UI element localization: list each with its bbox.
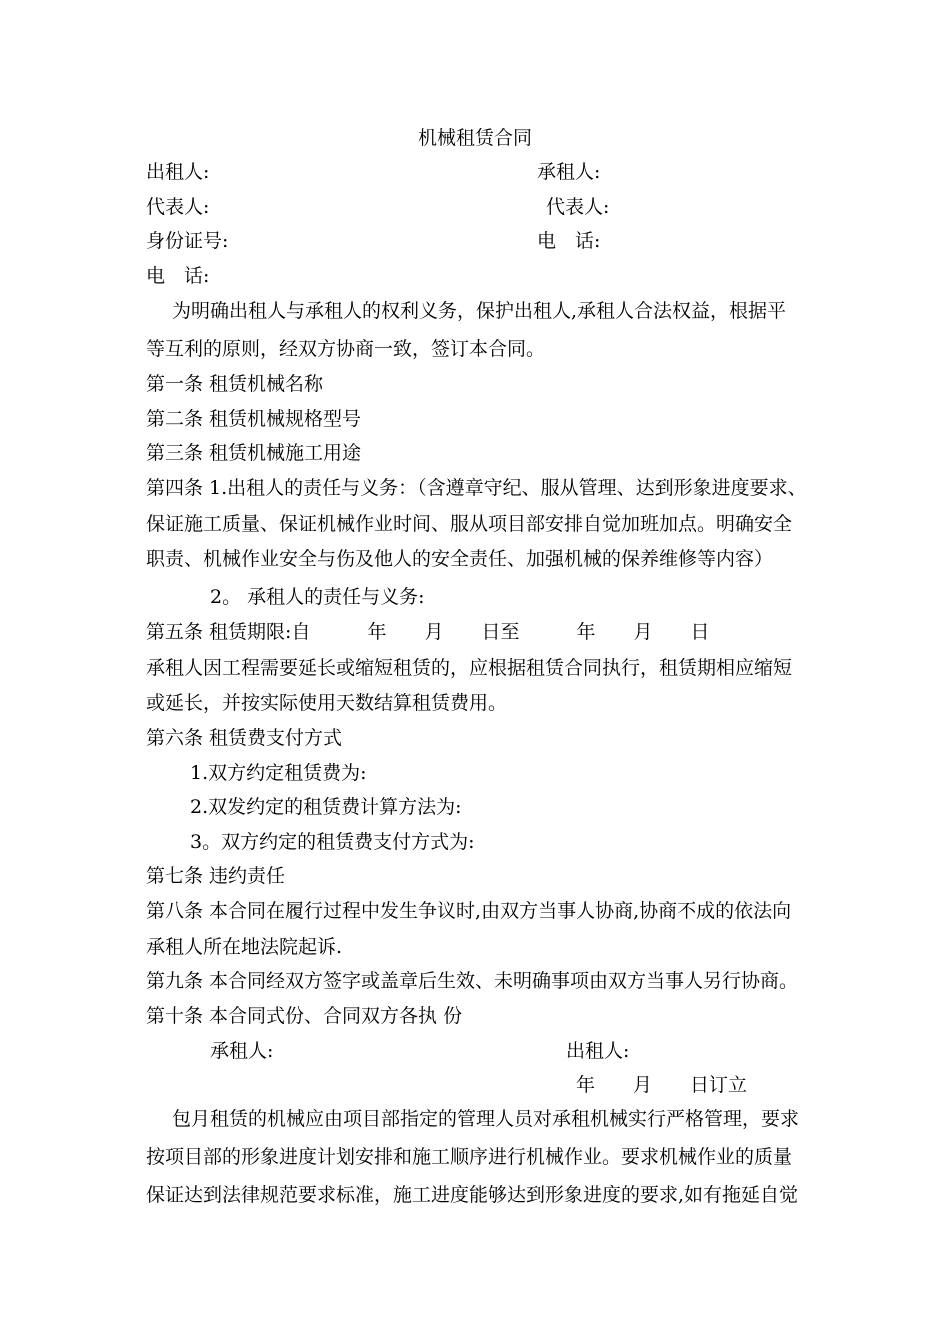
article-8-line: 第八条 本合同在履行过程中发生争议时,由双方当事人协商,协商不成的依法向 — [146, 900, 792, 922]
phone-right: 电 话: — [537, 230, 601, 252]
article-6-item: 1.双方约定租赁费为: — [190, 762, 367, 784]
article-5: 第五条 租赁期限:自 年 月 日至 年 月 日 — [146, 621, 710, 643]
preamble-line: 等互利的原则，经双方协商一致，签订本合同。 — [146, 338, 546, 360]
footer-paragraph-line: 保证达到法律规范要求标准，施工进度能够达到形象进度的要求,如有拖延自觉 — [146, 1184, 799, 1206]
phone-left: 电 话: — [146, 265, 210, 287]
article-6-item: 2.双发约定的租赁费计算方法为: — [190, 796, 462, 818]
article-6-item: 3。双方约定的租赁费支付方式为: — [190, 831, 475, 853]
preamble-line: 为明确出租人与承租人的权利义务，保护出租人,承租人合法权益，根据平 — [172, 300, 787, 322]
article-8-line: 承租人所在地法院起诉. — [146, 936, 343, 958]
article-5-text: 或延长，并按实际使用天数结算租赁费用。 — [146, 692, 508, 714]
representative-left: 代表人: — [146, 196, 210, 218]
footer-paragraph-line: 按项目部的形象进度计划安排和施工顺序进行机械作业。要求机械作业的质量 — [146, 1146, 793, 1168]
article-4-line: 第四条 1.出租人的责任与义务：（含遵章守纪、服从管理、达到形象进度要求、 — [146, 477, 807, 499]
article-4-item-2: 2。 承租人的责任与义务: — [210, 586, 425, 608]
signature-date: 年 月 日订立 — [576, 1074, 748, 1096]
article-4-line: 保证施工质量、保证机械作业时间、服从项目部安排自觉加班加点。明确安全 — [146, 513, 793, 535]
id-number-label: 身份证号: — [146, 230, 229, 252]
article-3: 第三条 租赁机械施工用途 — [146, 442, 362, 464]
article-9: 第九条 本合同经双方签字或盖章后生效、未明确事项由双方当事人另行协商。 — [146, 970, 799, 992]
article-6: 第六条 租赁费支付方式 — [146, 727, 343, 749]
lessee-label: 承租人: — [537, 161, 601, 183]
signature-lessee: 承租人: — [210, 1040, 274, 1062]
footer-paragraph-line: 包月租赁的机械应由项目部指定的管理人员对承租机械实行严格管理，要求 — [172, 1108, 800, 1130]
document-title: 机械租赁合同 — [418, 127, 533, 149]
article-7: 第七条 违约责任 — [146, 865, 286, 887]
article-1: 第一条 租赁机械名称 — [146, 373, 324, 395]
article-2: 第二条 租赁机械规格型号 — [146, 408, 362, 430]
article-4-line: 职责、机械作业安全与伤及他人的安全责任、加强机械的保养维修等内容） — [146, 548, 774, 570]
representative-right: 代表人: — [546, 196, 610, 218]
lessor-label: 出租人: — [146, 161, 210, 183]
article-5-text: 承租人因工程需要延长或缩短租赁的，应根据租赁合同执行，租赁期相应缩短 — [146, 657, 793, 679]
signature-lessor: 出租人: — [566, 1040, 630, 1062]
article-10: 第十条 本合同式份、合同双方各执 份 — [146, 1005, 463, 1027]
